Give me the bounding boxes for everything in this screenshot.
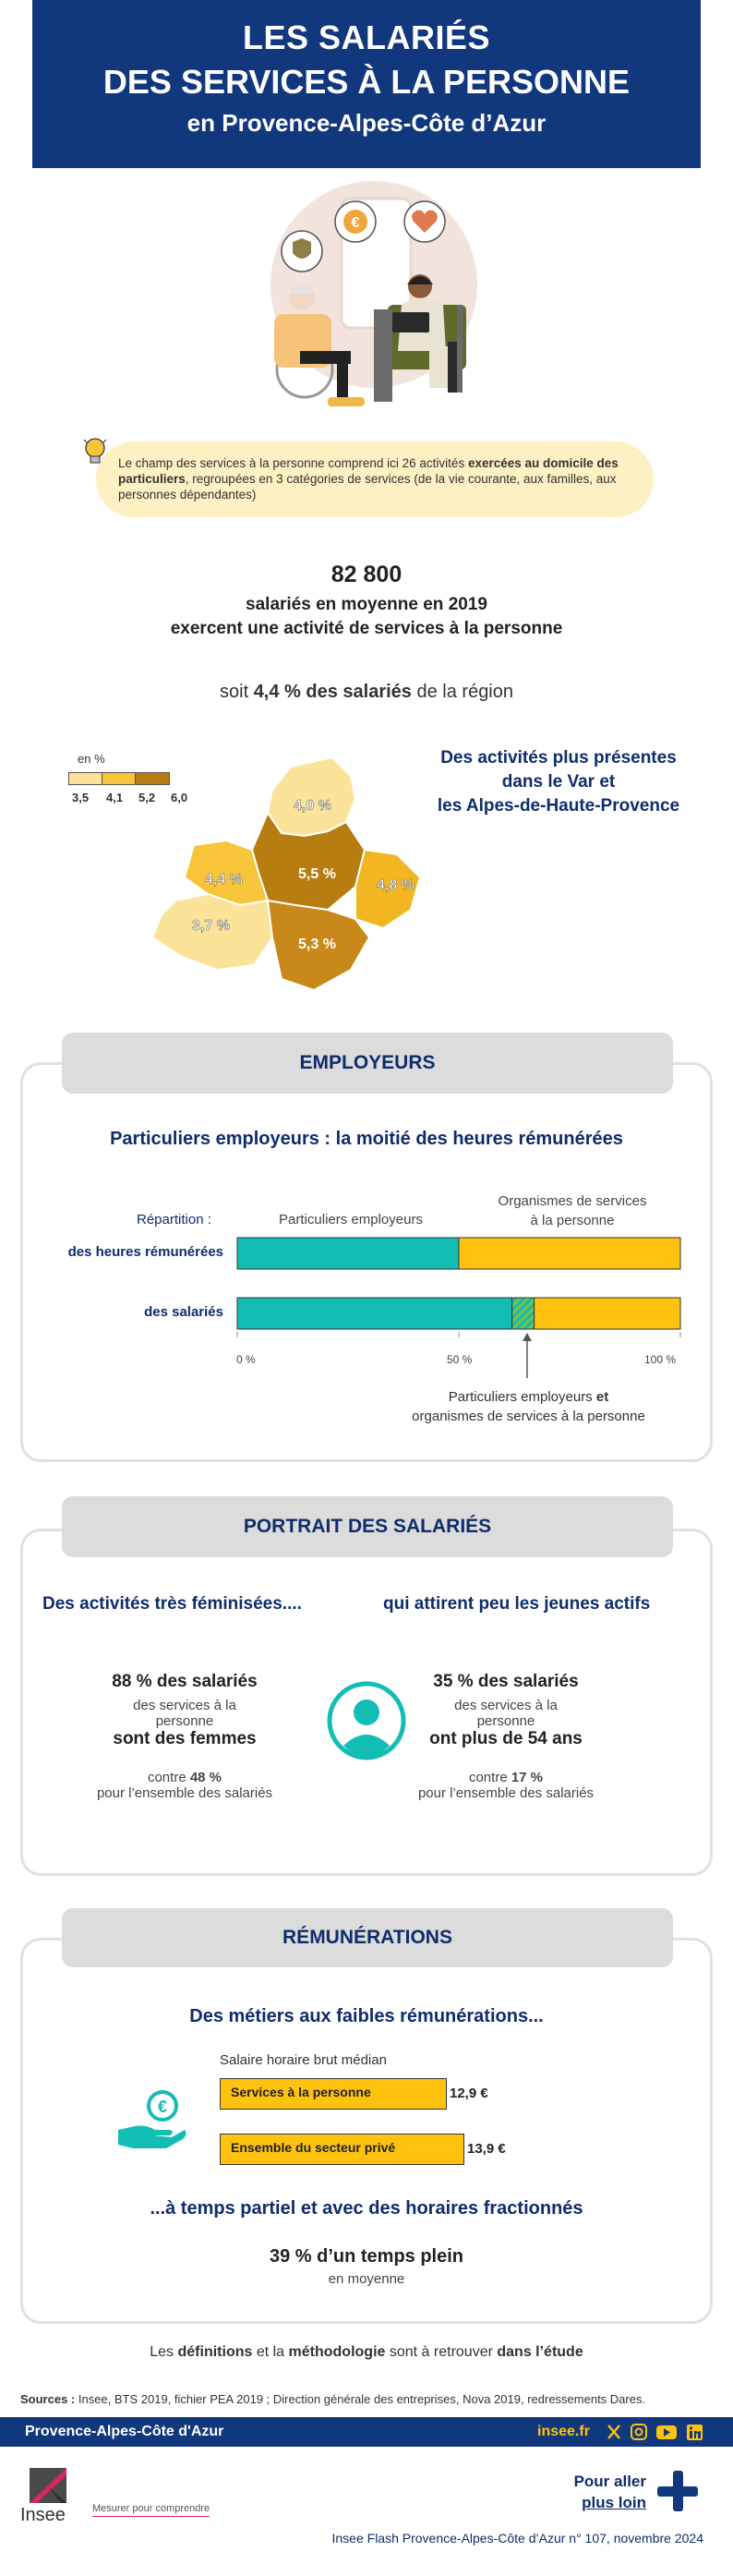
- sources-text: Insee, BTS 2019, fichier PEA 2019 ; Direction générale des entreprises, Nova 2019, redressements Dares.: [75, 2392, 646, 2406]
- left-contre-line-2: pour l’ensemble des salariés: [96, 1785, 273, 1801]
- label-alpes-de-haute-provence: 5,5 %: [298, 866, 336, 882]
- insee-tagline: Mesurer pour comprendre: [92, 2503, 210, 2517]
- methodo-3: sont à retrouver: [385, 2344, 498, 2360]
- methodo-definitions: définitions: [177, 2344, 253, 2360]
- legend-value-1: 3,5: [72, 791, 90, 804]
- social-icons: [607, 2424, 717, 2440]
- part-time-small: en moyenne: [328, 2271, 405, 2287]
- definition-bold: exercées au domicile des particuliers: [118, 456, 619, 486]
- hand-coin-icon: [114, 2089, 188, 2152]
- title-line-2: DES SERVICES À LA PERSONNE: [102, 63, 631, 101]
- methodology-note: [0, 2344, 733, 2361]
- legend-organismes-line-2: à la personne: [530, 1213, 615, 1228]
- pour-aller-plus-loin[interactable]: [545, 2471, 646, 2513]
- map-caption: [406, 746, 711, 818]
- map-caption-line-3: les Alpes-de-Haute-Provence: [437, 796, 680, 816]
- plus-icon[interactable]: [655, 2469, 700, 2513]
- legend-organismes-line-1: Organismes de services: [498, 1193, 647, 1209]
- linkedin-icon[interactable]: [687, 2425, 703, 2440]
- bar-salaries-series-2: [535, 1298, 680, 1329]
- portrait-right-block: [386, 1672, 626, 1801]
- annotation-line-2: organismes de services à la personne: [412, 1409, 645, 1424]
- map-legend-unit: en %: [78, 752, 105, 766]
- right-contre-bold: 17 %: [511, 1770, 544, 1785]
- annotation-arrow: [522, 1332, 533, 1380]
- bar-salaries-series-0: [237, 1298, 512, 1329]
- legend-swatch-2: [102, 772, 137, 785]
- label-bouches-du-rhone: 3,7 %: [192, 918, 230, 934]
- right-big: 35 % des salariés: [433, 1672, 579, 1691]
- left-contre-bold: 48 %: [189, 1770, 222, 1785]
- definition-part-1: Le champ des services à la personne comprend ici 26 activités: [118, 456, 468, 470]
- legend-organismes: [462, 1191, 683, 1230]
- row-label-salaries: des salariés: [144, 1304, 223, 1320]
- salary-bar-services-label: Services à la personne: [231, 2085, 371, 2099]
- right-mid-1: des services à la: [454, 1698, 558, 1713]
- key-figure-line-1: salariés en moyenne en 2019: [246, 595, 487, 614]
- header-banner: [32, 0, 701, 168]
- subtitle: en Provence-Alpes-Côte d’Azur: [186, 109, 547, 137]
- employeurs-subtitle: Particuliers employeurs : la moitié des heures rémunérées: [110, 1129, 623, 1149]
- repartition-label: Répartition :: [137, 1212, 211, 1228]
- illustration: [235, 175, 512, 425]
- portrait-left-heading: Des activités très féminisées....: [42, 1594, 302, 1614]
- label-var: 5,3 %: [298, 937, 336, 952]
- bar-heures-series-0: [237, 1238, 459, 1269]
- sources: [20, 2392, 645, 2406]
- map-caption-line-1: Des activités plus présentes: [440, 748, 677, 768]
- salary-bar-prive-label: Ensemble du secteur privé: [231, 2140, 396, 2155]
- heart-icon: [404, 201, 445, 242]
- share-prefix: soit: [220, 682, 254, 702]
- right-contre-prefix: contre: [468, 1770, 511, 1785]
- legend-swatch-1: [68, 772, 103, 785]
- key-figure-line-2: exercent une activité de services à la personne: [170, 619, 563, 638]
- portrait-section-title: PORTRAIT DES SALARIÉS: [62, 1496, 673, 1557]
- x-icon[interactable]: [608, 2425, 619, 2438]
- tick-100: 100 %: [644, 1353, 677, 1366]
- label-hautes-alpes: 4,0 %: [294, 798, 331, 814]
- annotation-line-1: [369, 1387, 688, 1407]
- footer-region: Provence-Alpes-Côte d'Azur: [25, 2424, 224, 2439]
- annotation-text: [369, 1387, 688, 1426]
- key-figure-number: 82 800: [330, 562, 403, 587]
- svg-text:€: €: [157, 2098, 168, 2116]
- tick-50: 50 %: [447, 1353, 473, 1366]
- methodo-etude[interactable]: dans l’étude: [497, 2344, 583, 2360]
- insee-logo-text: Insee: [20, 2505, 66, 2525]
- methodo-1: Les: [150, 2344, 178, 2360]
- footer-site-link[interactable]: insee.fr: [537, 2424, 590, 2439]
- annotation-prefix: Particuliers employeurs: [448, 1389, 596, 1405]
- left-mid-1: des services à la: [133, 1698, 236, 1713]
- label-alpes-maritimes: 4,8 %: [377, 877, 415, 893]
- youtube-icon[interactable]: [656, 2425, 677, 2439]
- left-bold: sont des femmes: [113, 1729, 257, 1748]
- svg-text:€: €: [351, 215, 360, 231]
- bar-salaries-series-1: [512, 1298, 535, 1329]
- salary-bar-prive-value: 13,9 €: [467, 2141, 506, 2157]
- tick-0: 0 %: [236, 1353, 256, 1366]
- salary-bar-services-value: 12,9 €: [450, 2086, 488, 2101]
- row-label-heures: des heures rémunérées: [67, 1244, 223, 1260]
- legend-value-3: 5,2: [138, 791, 156, 804]
- label-vaucluse: 4,4 %: [205, 872, 243, 888]
- legend-particuliers: Particuliers employeurs: [279, 1212, 423, 1228]
- right-contre: [386, 1770, 626, 1785]
- sources-label: Sources :: [20, 2392, 76, 2406]
- instagram-icon[interactable]: [631, 2425, 646, 2439]
- publication-reference: Insee Flash Provence-Alpes-Côte d’Azur n° 107, novembre 2024: [331, 2531, 703, 2546]
- legend-value-4: 6,0: [171, 791, 188, 804]
- remunerations-section-title: RÉMUNÉRATIONS: [62, 1908, 673, 1967]
- shield-icon: [282, 231, 322, 272]
- methodo-2: et la: [252, 2344, 289, 2360]
- title-line-1: LES SALARIÉS: [242, 18, 491, 56]
- definition-part-2: , regroupées en 3 catégories de services (de la vie courante, aux familles, aux personnes dépendantes): [118, 472, 617, 502]
- bar-heures-series-2: [459, 1238, 680, 1269]
- portrait-right-heading: qui attirent peu les jeunes actifs: [383, 1594, 651, 1614]
- employeurs-section-title: EMPLOYEURS: [62, 1033, 673, 1094]
- key-figure-share: [0, 682, 733, 703]
- remunerations-subtitle-2: ...à temps partiel et avec des horaires fractionnés: [150, 2198, 583, 2219]
- portrait-left-block: [65, 1672, 305, 1801]
- definition-text: [118, 455, 635, 502]
- left-contre: [65, 1770, 305, 1785]
- lightbulb-icon: [81, 436, 109, 467]
- plus-loin: plus loin: [582, 2494, 646, 2511]
- methodo-methodologie: méthodologie: [288, 2344, 386, 2360]
- share-bold: 4,4 % des salariés: [253, 682, 412, 702]
- left-mid-2: personne: [155, 1713, 214, 1729]
- euro-coin-icon: [335, 201, 376, 242]
- right-mid-2: personne: [476, 1713, 535, 1729]
- annotation-bold: et: [595, 1389, 609, 1405]
- remunerations-subtitle-1: Des métiers aux faibles rémunérations...: [189, 2006, 544, 2026]
- right-contre-line-2: pour l’ensemble des salariés: [417, 1785, 595, 1801]
- part-time-big: 39 % d’un temps plein: [269, 2246, 464, 2267]
- legend-value-2: 4,1: [106, 791, 124, 804]
- footer-bar: [0, 2417, 733, 2447]
- left-contre-prefix: contre: [147, 1770, 190, 1785]
- share-suffix: de la région: [411, 682, 513, 702]
- map-caption-line-2: dans le Var et: [501, 772, 616, 792]
- salary-label: Salaire horaire brut médian: [220, 2052, 387, 2068]
- left-big: 88 % des salariés: [112, 1672, 258, 1691]
- right-bold: ont plus de 54 ans: [429, 1729, 583, 1748]
- pour-aller: Pour aller: [573, 2473, 646, 2490]
